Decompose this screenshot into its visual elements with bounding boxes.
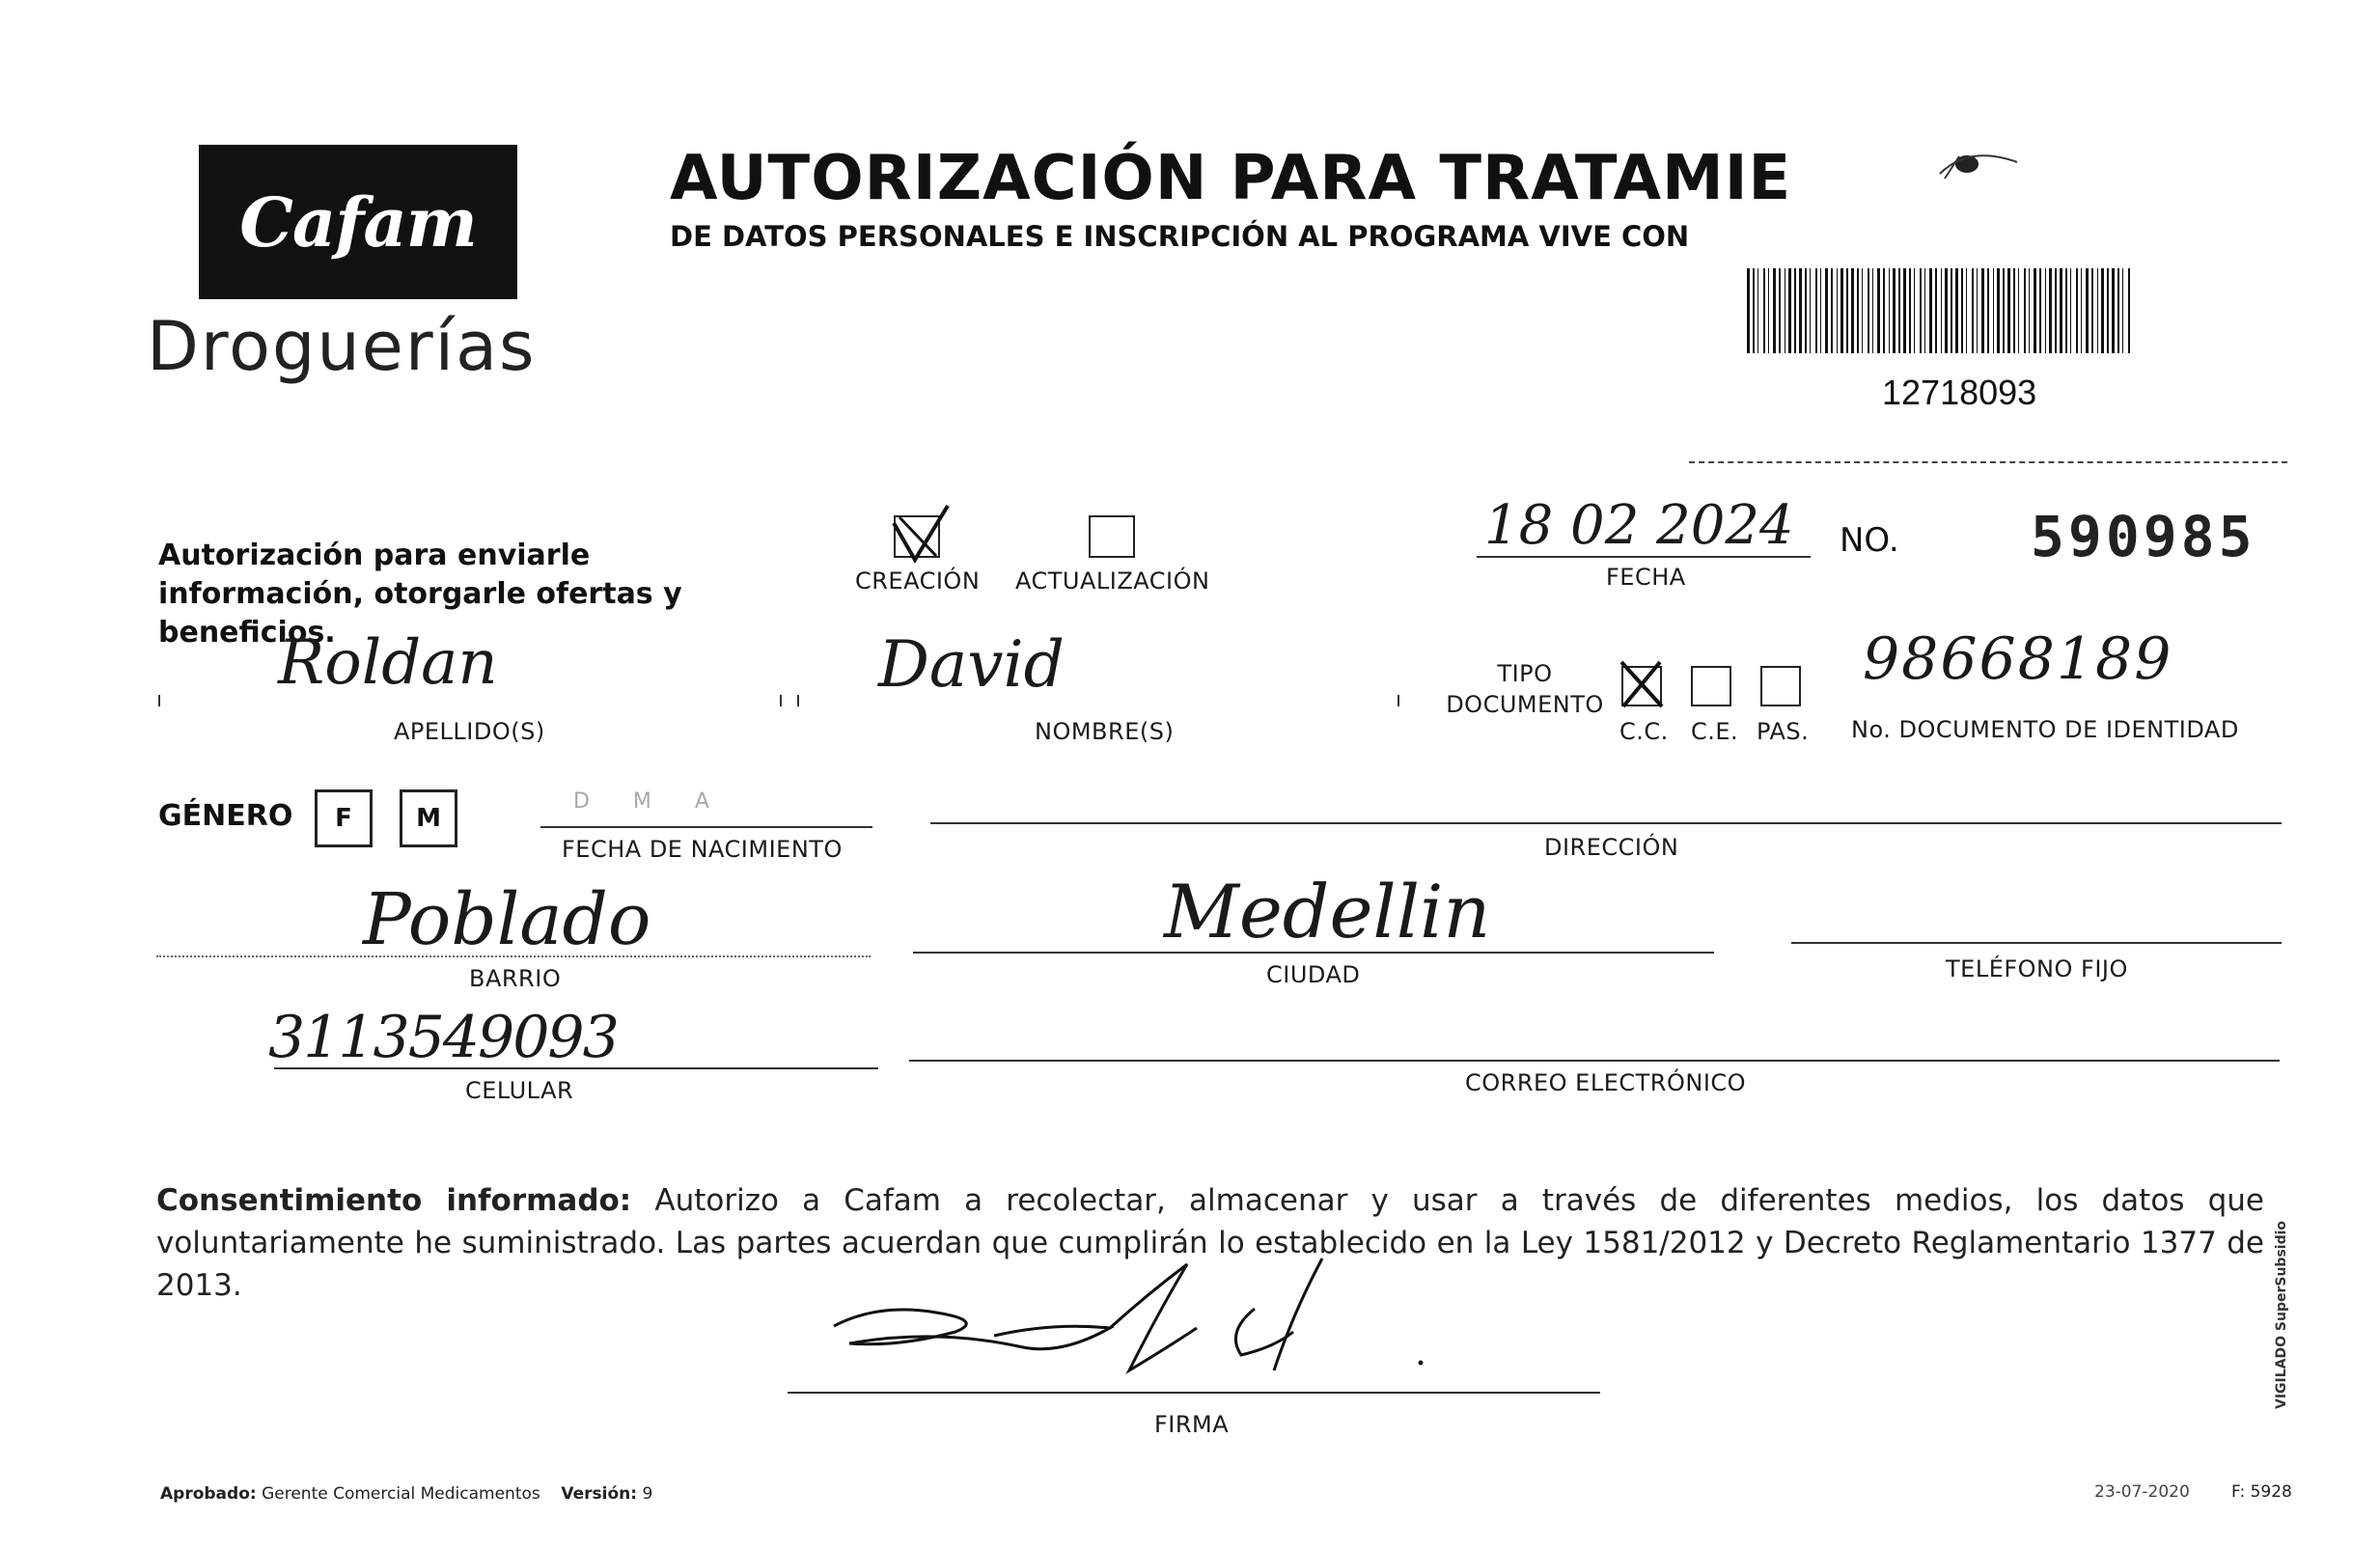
direccion-line[interactable] (930, 822, 2282, 824)
firma-line[interactable] (788, 1392, 1600, 1394)
barrio-value: Poblado (363, 878, 651, 961)
aprobado-value: Gerente Comercial Medicamentos (262, 1484, 540, 1504)
consent-text: Autorizo a Cafam a recolectar, almacenar y usar a través de diferentes medios, los datos que voluntariamente he suministrado. Las partes acuerdan que cumplirán lo establecido en la Ley 1581/2012 y Decreto Reglamentario 1377 de 2013. (156, 1183, 2265, 1303)
correo-label: CORREO ELECTRÓNICO (1465, 1069, 1747, 1096)
barcode-number: 12718093 (1882, 373, 2037, 412)
barrio-label: BARRIO (469, 965, 562, 992)
actualizacion-label: ACTUALIZACIÓN (1015, 567, 1210, 595)
ce-checkbox[interactable] (1691, 666, 1731, 706)
nombres-value: David (878, 627, 1065, 702)
barcode (1745, 268, 2135, 357)
ink-mark-icon (1921, 135, 2036, 193)
telefono-label: TELÉFONO FIJO (1946, 955, 2128, 982)
fecha-label: FECHA (1606, 564, 1686, 591)
direccion-label: DIRECCIÓN (1544, 834, 1679, 861)
documento-value: 98668189 (1863, 625, 2173, 693)
telefono-line[interactable] (1791, 942, 2282, 944)
intro-text: Autorización para enviarle información, otorgarle ofertas y beneficios. (158, 539, 682, 650)
celular-value: 3113549093 (268, 1004, 618, 1071)
footer-form-code: F: 5928 (2231, 1482, 2292, 1502)
tipo-label-line1: TIPO (1497, 660, 1553, 687)
genero-label: GÉNERO (158, 799, 293, 833)
ciudad-label: CIUDAD (1266, 961, 1361, 988)
ciudad-value: Medellin (1164, 869, 1491, 954)
documento-label: No. DOCUMENTO DE IDENTIDAD (1851, 716, 2239, 743)
apellidos-label: APELLIDO(S) (394, 718, 545, 745)
logo-text: Cafam (239, 181, 477, 263)
fecha-nacimiento-hint: D M A (573, 789, 715, 814)
firma-label: FIRMA (1154, 1411, 1230, 1438)
ce-label: C.E. (1691, 718, 1739, 745)
celular-label: CELULAR (465, 1077, 574, 1104)
correo-line[interactable] (909, 1060, 2280, 1062)
genero-f-checkbox[interactable]: F (315, 789, 373, 847)
version-label: Versión: (561, 1484, 638, 1504)
page-subtitle: DE DATOS PERSONALES E INSCRIPCIÓN AL PROGRAMA VIVE CON (670, 220, 1690, 253)
pas-checkbox[interactable] (1760, 666, 1801, 706)
dashed-divider (1689, 461, 2287, 463)
page-title: AUTORIZACIÓN PARA TRATAMIE (670, 143, 1792, 214)
pas-label: PAS. (1757, 718, 1810, 745)
creacion-label: CREACIÓN (855, 567, 981, 595)
footer-approval (160, 1484, 652, 1504)
numero-label: NO. (1840, 521, 1899, 560)
footer-date: 23-07-2020 (2094, 1482, 2190, 1502)
numero-value: 590985 (2031, 504, 2256, 569)
fecha-nacimiento-label: FECHA DE NACIMIENTO (562, 836, 843, 863)
tipo-label-line2: DOCUMENTO (1446, 691, 1604, 718)
nombres-label: NOMBRE(S) (1035, 718, 1175, 745)
actualizacion-checkbox[interactable] (1089, 515, 1135, 558)
cafam-logo (199, 145, 517, 299)
x-mark-icon (1618, 658, 1666, 710)
apellidos-value: Roldan (278, 627, 498, 699)
tipo-documento-label (1446, 658, 1604, 720)
fecha-value: 18 02 2024 (1484, 494, 1794, 557)
genero-m-checkbox[interactable]: M (400, 789, 457, 847)
signature-scribble (820, 1255, 1448, 1399)
cc-label: C.C. (1619, 718, 1669, 745)
aprobado-label: Aprobado: (160, 1484, 257, 1504)
checkmark-icon (886, 502, 954, 569)
consent-heading: Consentimiento informado: (156, 1183, 632, 1218)
brand-subtitle: Droguerías (147, 307, 537, 386)
side-watermark: VIGILADO SuperSubsidio (2274, 1220, 2289, 1409)
version-value: 9 (642, 1484, 653, 1504)
